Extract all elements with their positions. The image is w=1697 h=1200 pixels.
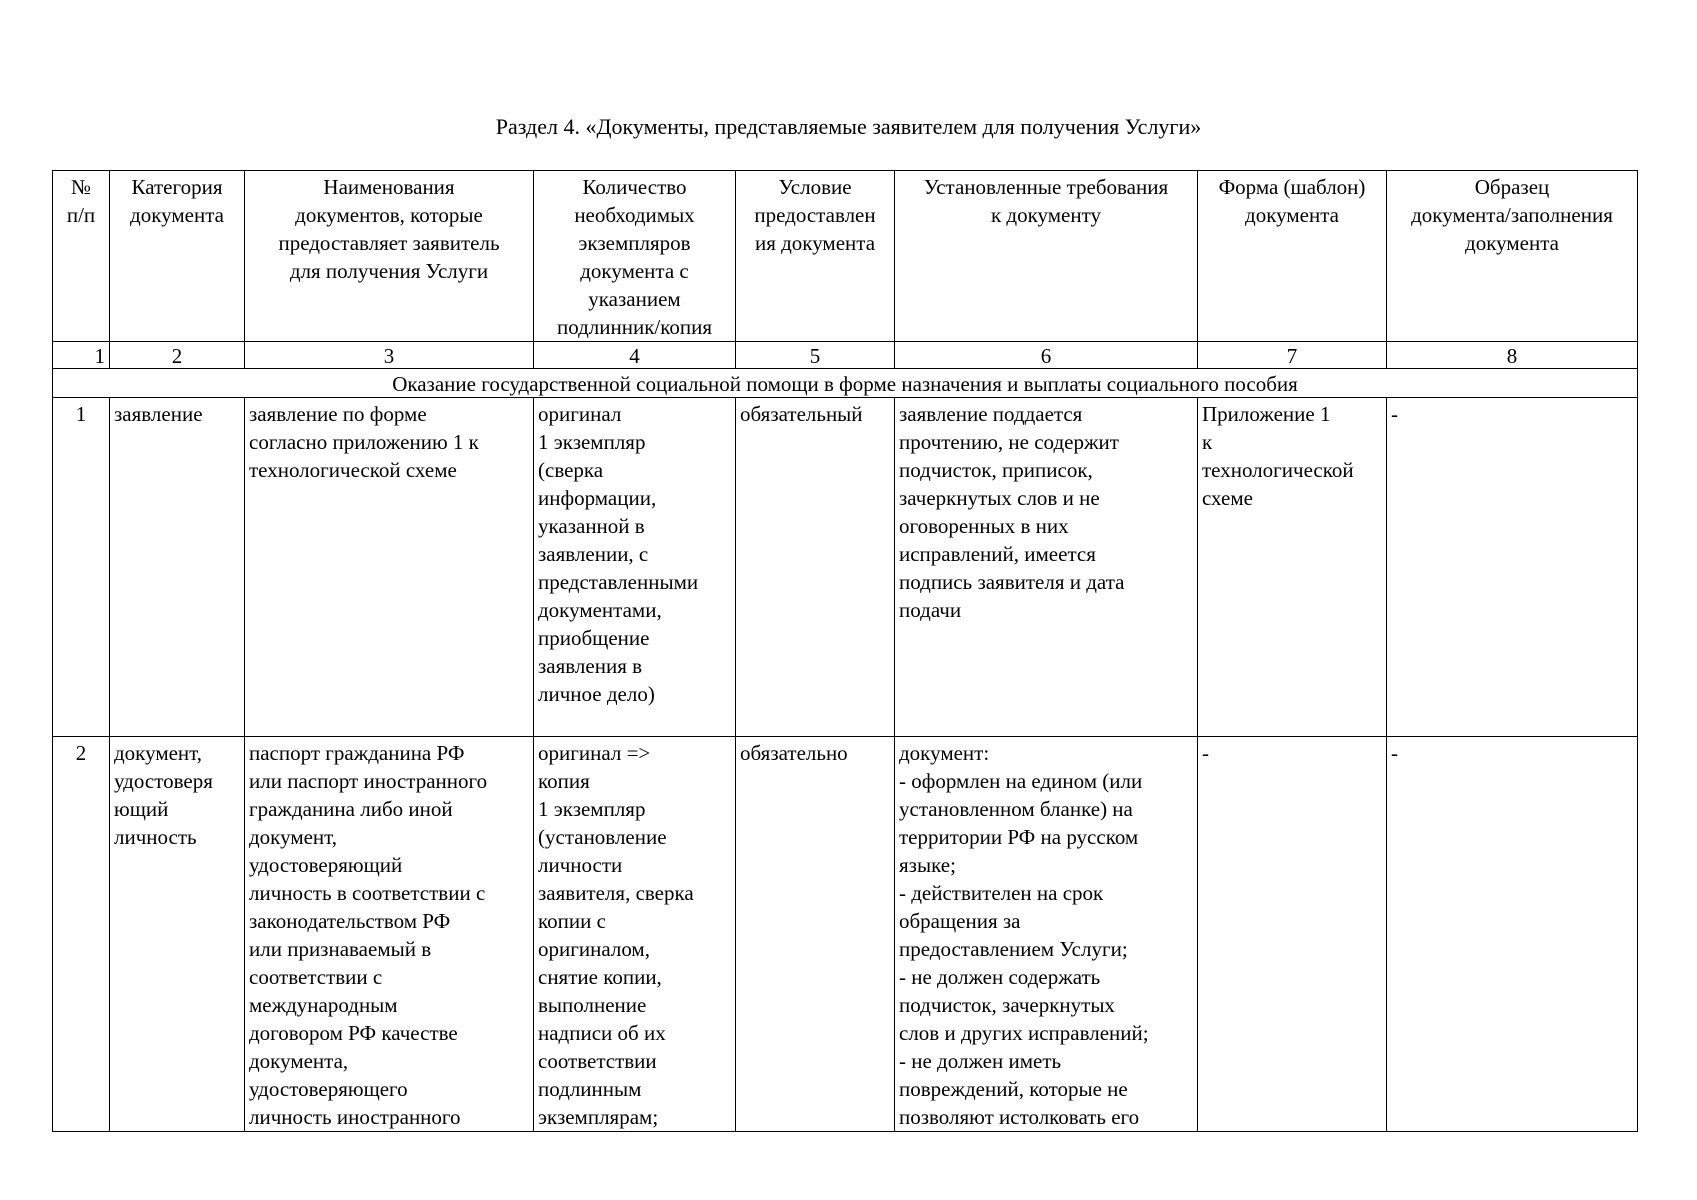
- header-quantity: Количество необходимых экземпляров документа с указанием подлинник/копия: [534, 171, 736, 342]
- row-quantity: оригинал => копия 1 экземпляр (установление личности заявителя, сверка копии с оригиналом, снятие копии, выполнение надписи об их соответствии подлинным экземплярам;: [534, 737, 736, 1132]
- row-form: Приложение 1 к технологической схеме: [1198, 398, 1387, 737]
- row-names: заявление по форме согласно приложению 1 к технологической схеме: [245, 398, 534, 737]
- column-number: 5: [736, 342, 895, 369]
- column-number: 2: [110, 342, 245, 369]
- row-quantity: оригинал 1 экземпляр (сверка информации, указанной в заявлении, с представленными документами, приобщение заявления в личное дело): [534, 398, 736, 737]
- row-names: паспорт гражданина РФ или паспорт иностранного гражданина либо иной документ, удостоверяющий личность в соответствии с законодательством РФ или признаваемый в соответствии с международным договором РФ качестве документа, удостоверяющего личность иностранного: [245, 737, 534, 1132]
- row-category: заявление: [110, 398, 245, 737]
- documents-table: [52, 170, 1638, 1132]
- header-sample: Образец документа/заполнения документа: [1387, 171, 1638, 342]
- column-numbers-row: [53, 342, 1638, 369]
- row-sample: -: [1387, 398, 1638, 737]
- row-num: 1: [53, 398, 110, 737]
- table-row: [53, 737, 1638, 1132]
- header-category: Категория документа: [110, 171, 245, 342]
- row-requirements: заявление поддается прочтению, не содержит подчисток, приписок, зачеркнутых слов и не оговоренных в них исправлений, имеется подпись заявителя и дата подачи: [895, 398, 1198, 737]
- row-sample: -: [1387, 737, 1638, 1132]
- row-form: -: [1198, 737, 1387, 1132]
- column-number: 6: [895, 342, 1198, 369]
- column-number: 8: [1387, 342, 1638, 369]
- section-row: [53, 369, 1638, 398]
- header-condition: Условие предоставлен ия документа: [736, 171, 895, 342]
- column-number: 7: [1198, 342, 1387, 369]
- row-requirements: документ: - оформлен на едином (или установленном бланке) на территории РФ на русском языке; - действителен на срок обращения за предоставлением Услуги; - не должен содержать подчисток, зачеркнутых слов и других исправлений; - не должен иметь повреждений, которые не позволяют истолковать его: [895, 737, 1198, 1132]
- header-row: [53, 171, 1638, 342]
- column-number: 3: [245, 342, 534, 369]
- row-num: 2: [53, 737, 110, 1132]
- table-row: [53, 398, 1638, 737]
- page-title: Раздел 4. «Документы, представляемые заявителем для получения Услуги»: [495, 114, 1202, 139]
- row-condition: обязательно: [736, 737, 895, 1132]
- column-number: 1: [53, 342, 110, 369]
- header-requirements: Установленные требования к документу: [895, 171, 1198, 342]
- row-category: документ, удостоверя ющий личность: [110, 737, 245, 1132]
- column-number: 4: [534, 342, 736, 369]
- header-names: Наименования документов, которые предоставляет заявитель для получения Услуги: [245, 171, 534, 342]
- row-condition: обязательный: [736, 398, 895, 737]
- section-title: Оказание государственной социальной помощи в форме назначения и выплаты социального пособия: [53, 369, 1638, 398]
- header-num: № п/п: [53, 171, 110, 342]
- header-form: Форма (шаблон) документа: [1198, 171, 1387, 342]
